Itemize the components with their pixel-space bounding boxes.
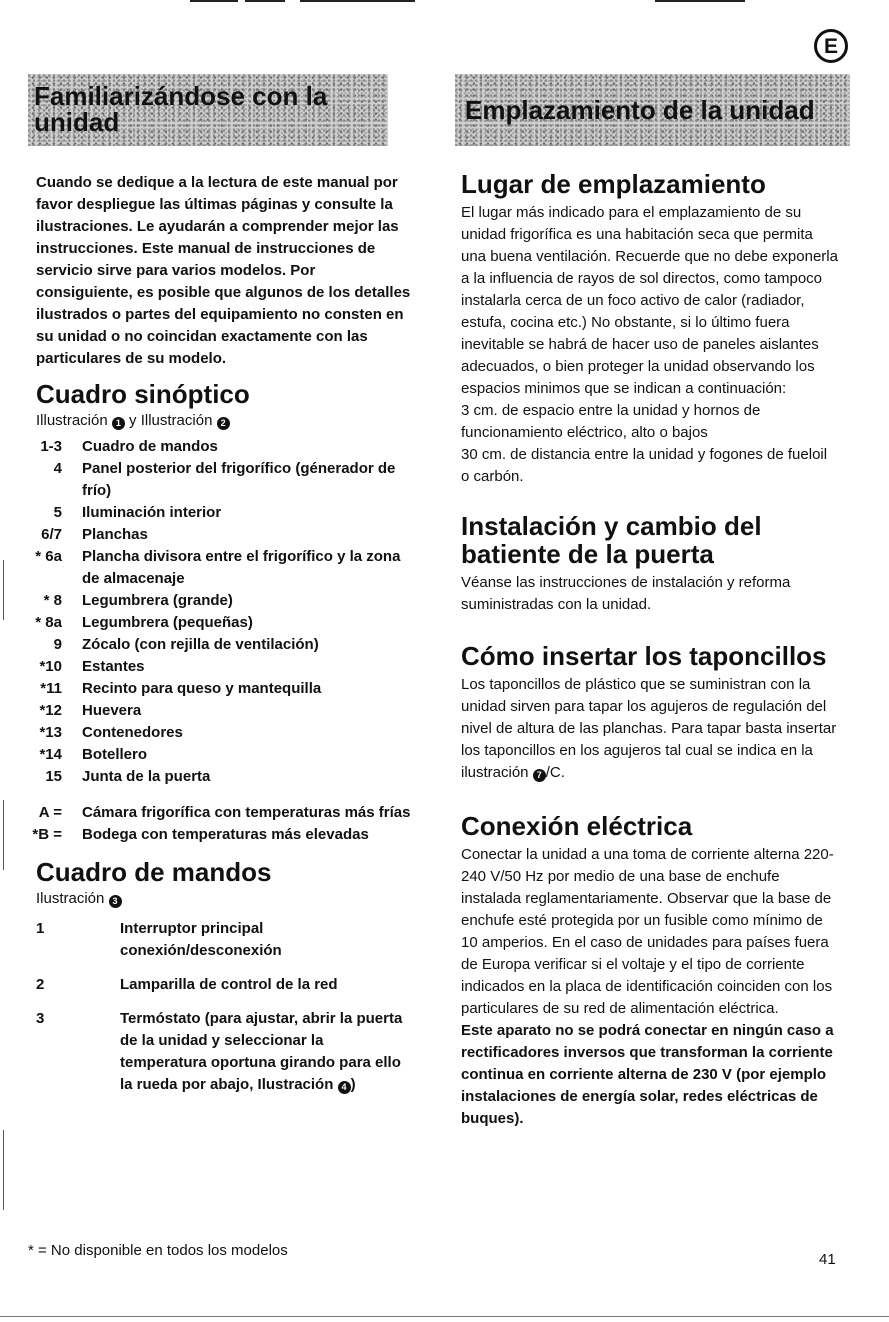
door-body: Véanse las instrucciones de instalación y reforma suministradas con la unidad. [461,574,791,613]
plugs-body [461,674,839,784]
left-banner-title: Familiarizándose con la unidad [34,81,328,137]
controls-reference [36,888,411,910]
list-item: *10 Estantes [39,658,145,675]
list-item: 6/7 Planchas [41,526,148,543]
electric-warning: Este aparato no se podrá conectar en ningún caso a rectificadores inversos que transforman la corriente continua en corriente alterna de 230 V (por ejemplo instalaciones de energía solar, redes eléctricas de buques). [461,1022,834,1127]
left-column [32,172,411,1096]
left-banner [28,74,388,146]
list-item: 1 Interruptor principal conexión/desconexión [36,920,282,959]
list-item: * 6a Plancha divisora entre el frigorífico y la zona de almacenaje [35,548,401,587]
list-item: 5 Iluminación interior [53,504,222,521]
top-rule-4 [655,0,745,2]
list-item: 15 Junta de la puerta [45,768,211,785]
intro-paragraph: Cuando se dedique a la lectura de este manual por favor despliegue las últimas páginas y consulte la ilustraciones. Le ayudarán a comprender mejor las instrucciones. Este manual de instrucciones de servicio sirve para varios modelos. Por consiguiente, es posible que algunos de los detalles ilustrados o partes del equipamiento no consten en su unidad o no coincidan exactamente con las particulares de su modelo. [36,174,411,367]
margin-mark-2 [3,800,4,870]
right-banner-title: Emplazamiento de la unidad [465,95,815,125]
right-banner [455,74,850,146]
top-rule-3 [300,0,415,2]
list-item: 1-3 Cuadro de mandos [40,438,218,455]
list-item: *13 Contenedores [39,724,183,741]
illustration-number-2: 2 [217,417,230,430]
top-rule-1 [190,0,238,2]
illustration-number-4: 4 [338,1081,351,1094]
illustration-number-7: 7 [533,769,546,782]
language-badge: E [814,29,848,63]
page-number: 41 [819,1251,836,1268]
location-line-1: 3 cm. de espacio entre la unidad y hornos de funcionamiento eléctrico, alto o bajos [461,402,761,441]
controls-legend [0,918,411,1096]
list-item: 9 Zócalo (con rejilla de ventilación) [53,636,319,653]
electric-body: Conectar la unidad a una toma de corriente alterna 220-240 V/50 Hz por medio de una base de enchufe instalada reglamentariamente. Observar que la base de enchufe esté protegida por un fusible como mínimo de 10 amperios. En el caso de unidades para países fuera de Europa verificar si el voltaje y el tipo de corriente indicados en la placa de identificación coinciden con los particulares de su red de alimentación eléctrica. [461,846,834,1017]
list-item: *B = Bodega con temperaturas más elevadas [32,826,369,843]
illustration-number-3: 3 [109,895,122,908]
parts-legend [0,436,411,846]
list-item: *14 Botellero [39,746,148,763]
list-item: *12 Huevera [39,702,142,719]
list-item: 4 Panel posterior del frigorífico (génerador de frío) [53,460,396,499]
synoptic-ref-prefix: Illustración [36,412,108,429]
door-title: Instalación y cambio del batiente de la puerta [461,511,762,569]
thermostat-label: Termóstato (para ajustar, abrir la puerta de la unidad y seleccionar la temperatura oportuna girando para ello la rueda por abajo, Ilustración [120,1010,403,1093]
plugs-ref-suffix: /C. [545,764,565,781]
list-item: *11 Recinto para queso y mantequilla [40,680,322,697]
margin-mark-3 [3,1130,4,1210]
plugs-text: Los taponcillos de plástico que se suministran con la unidad sirven para tapar los agujeros de regulación del nivel de altura de las planchas. Para tapar basta insertar los taponcillos en los agujeros tal cual se indica en la [461,676,837,759]
list-item: 2 Lamparilla de control de la red [36,976,338,993]
list-item: A = Cámara frigorífica con temperaturas más frías [38,804,411,821]
controls-title: Cuadro de mandos [36,857,272,887]
synoptic-title: Cuadro sinóptico [36,379,250,409]
right-column [461,170,839,1130]
controls-ref-prefix: Ilustración [36,890,105,907]
plugs-ref-prefix: ilustración [461,764,529,781]
illustration-number-1: 1 [112,417,125,430]
list-item: 3 Termóstato (para ajustar, abrir la puerta de la unidad y seleccionar la temperatura oportuna girando para ello la rueda por abajo, Ilustración 4 ) [36,1010,403,1093]
list-item: * 8 Legumbrera (grande) [43,592,233,609]
synoptic-reference [36,410,411,432]
list-item: * 8a Legumbrera (pequeñas) [35,614,253,631]
location-title: Lugar de emplazamiento [461,169,766,199]
thermostat-tail: ) [350,1076,356,1093]
plugs-title: Cómo insertar los taponcillos [461,641,827,671]
bottom-rule [0,1316,889,1317]
top-rule-2 [245,0,285,2]
footnote: * = No disponible en todos los modelos [28,1242,288,1259]
location-body: El lugar más indicado para el emplazamiento de su unidad frigorífica es una habitación seca que permita una buena ventilación. Recuerde que no debe exponerla a la influencia de rayos de sol directos, como tampoco instalarla cerca de un foco activo de calor (radiador, estufa, cocina etc.) No obstante, si lo último fuera inevitable se habrá de hacer uso de paneles aislantes adecuados, o bien proteger la unidad observando los espacios minimos que se indican a continuación: [461,204,838,397]
location-line-2: 30 cm. de distancia entre la unidad y fogones de fueloil o carbón. [461,446,828,485]
electric-title: Conexión eléctrica [461,811,693,841]
synoptic-ref-mid: y Illustración [129,412,213,429]
margin-mark-1 [3,560,4,620]
